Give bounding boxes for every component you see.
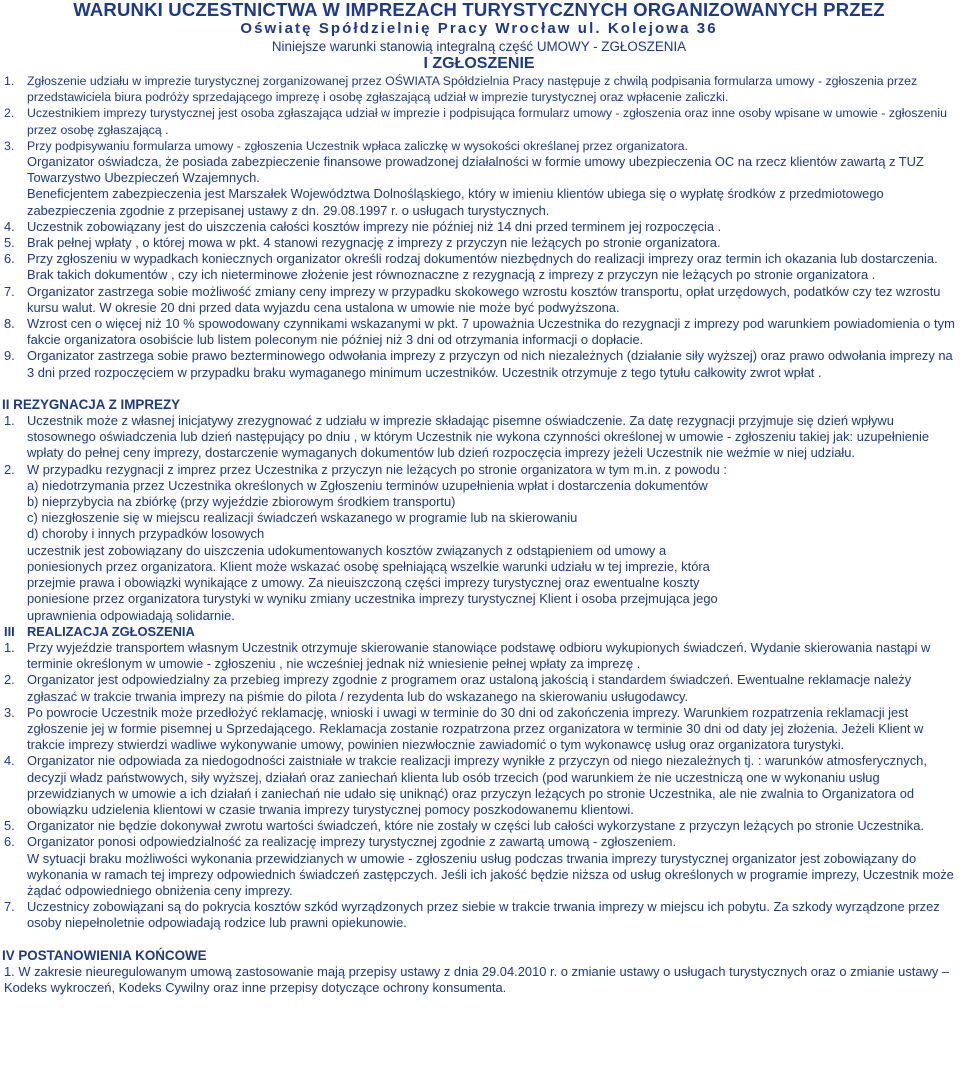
item-text: Organizator zastrzega sobie możliwość zmiany ceny imprezy w przypadku skokowego wzrostu kosztów transportu, opłat urzędowych, podatków czy tez wzrostu kursu walut. W okresie 20 dni przed data wyjazdu cena ustalona w umowie nie może być podwyższona. — [27, 283, 941, 315]
item-text: Brak pełnej wpłaty , o której mowa w pkt. 4 stanowi rezygnację z imprezy z przyczyn nie leżących po stronie organizatora. — [27, 235, 721, 251]
sub-item: a) niedotrzymania przez Uczestnika określonych w Zgłoszeniu terminów uzupełnienia wpłat i dostarczenia dokumentów — [27, 477, 708, 493]
spacer — [2, 381, 956, 397]
item-text: Uczestnik zobowiązany jest do uiszczenia całości kosztów imprezy nie później niż 14 dni przed terminem jej rozpoczęcia . — [27, 218, 722, 234]
list-item — [2, 462, 956, 478]
section-number: III — [4, 623, 15, 639]
beneficiary-paragraph: Beneficjentem zabezpieczenia jest Marszałek Województwa Dolnośląskiego, który w imieniu klientów ubiega się o wypłatę środków z przedmiotowego zabezpieczenia zgodnie z przepisanej ustawy z dn. 29.08.1997 r. o usługach turystycznych. — [27, 186, 884, 218]
final-provision-text: 1. W zakresie nieuregulowanym umową zastosowanie mają przepisy ustawy z dnia 29.04.2010 r. o zmianie ustawy o usługach turystycznych oraz o zmianie ustawy – Kodeks wykroczeń, Kodeks Cywilny oraz inne przepisy dotyczące ochrony konsumenta. — [4, 963, 950, 995]
list-item — [2, 284, 956, 316]
item-number: 1. — [4, 413, 15, 429]
section-heading-zgloszenie: I ZGŁOSZENIE — [423, 55, 535, 72]
item-text: Po powrocie Uczestnik może przedłożyć reklamację, wnioski i uwagi w terminie do 30 dni od zakończenia imprezy. Warunkiem rozpatrzenia reklamacji jest zgłoszenie jej w formie pisemnej u Sprzedającego. Reklamacja zostanie rozpatrzona przez organizatora w terminie 30 dni od daty jej złożenia. Jeżeli Klient w trakcie imprezy stwierdzi wadliwe wykonywanie umowy, powinien niezwłocznie zawiadomić o tym wykonawcę usług oraz organizatora turystyki. — [27, 704, 924, 753]
list-item — [2, 105, 956, 137]
item-text: W przypadku rezygnacji z imprez przez Uczestnika z przyczyn nie leżących po stronie organizatora w tym m.in. z powodu : — [27, 461, 727, 477]
item-text: Wzrost cen o więcej niż 10 % spowodowany czynnikami wskazanymi w pkt. 7 upoważnia Uczestnika do rezygnacji z imprezy pod warunkiem powiadomienia o tym fakcie organizatora osobiście lub listem poleconym nie później niż 3 dni od otrzymania informacji o dopłacie. — [27, 316, 955, 348]
item-text: Uczestnikiem imprezy turystycznej jest osoba zgłaszająca udział w imprezie i podpisująca formularz umowy - zgłoszenia oraz inne osoby wpisane w umowie - zgłoszeniu przez osobę zgłaszającą . — [27, 106, 947, 137]
list-item — [2, 672, 956, 704]
section-heading-realizacja — [2, 624, 956, 640]
item-number: 8. — [4, 316, 15, 332]
item-text: Organizator nie odpowiada za niedogodności zaistniałe w trakcie realizacji imprezy wynikłe z przyczyn od niego niezależnych tj. : warunków atmosferycznych, decyzji władz państwowych, siły wyższej, działań oraz zaniechań klienta lub osób trzecich (pod warunkiem że nie uczestniczą one w wykonaniu usług przewidzianych w umowie a ich działań i zaniechań nie udało się uniknąć) oraz przyczyn leżących po stronie Uczestnika, ale nie zwalnia to Organizatora od obowiązku udzielenia klientowi w czasie trwania imprezy turystycznej pomocy poszkodowanemu klientowi. — [27, 753, 927, 817]
sub-item: c) niezgłoszenie się w miejscu realizacji świadczeń wskazanego w programie lub na skierowaniu — [27, 510, 578, 526]
list-item — [2, 235, 956, 251]
item-number: 2. — [4, 672, 15, 688]
continuation-line: uprawnienia odpowiadają solidarnie. — [27, 607, 235, 623]
continuation-line: poniesione przez organizatora turystyki w wyniku zmiany uczestnika imprezy turystycznej Klient i osoba przejmująca jego — [27, 591, 718, 607]
section-1 — [2, 73, 956, 381]
list-item — [2, 834, 956, 850]
document-subtitle: Niniejsze warunki stanowią integralną część UMOWY - ZGŁOSZENIA — [271, 39, 687, 54]
item-text: Organizator zastrzega sobie prawo bezterminowego odwołania imprezy z przyczyn od nich niezależnych (działanie siły wyższej) oraz prawo odwołania imprezy na 3 dni przed rozpoczęciem w przypadku braku wymaganego minimum uczestników. Uczestnik otrzymuje z tego tytułu całkowity zwrot wpłat . — [27, 348, 953, 380]
item-number: 1. — [4, 74, 15, 88]
list-item — [2, 899, 956, 931]
list-item — [2, 316, 956, 348]
list-item — [2, 348, 956, 380]
continuation-line: poniesionych przez organizatora. Klient może wskazać osobę spełniającą wszelkie warunki udziału w tej imprezie, która — [27, 558, 710, 574]
item-text: Przy podpisywaniu formularza umowy - zgłoszenia Uczestnik wpłaca zaliczkę w wysokości określanej przez organizatora. — [27, 138, 688, 153]
list-item — [2, 73, 956, 105]
item-text: Zgłoszenie udziału w imprezie turystycznej zorganizowanej przez OŚWIATA Spółdzielnia Pracy następuje z chwilą podpisania formularza umowy - zgłoszenia przez przedstawiciela biura podróży sprzedającego imprezę i osobę zgłaszającą udział w imprezie turystycznej oraz wpłacenie zaliczki. — [27, 74, 918, 105]
section-heading-postanowienia: IV POSTANOWIENIA KOŃCOWE — [2, 947, 207, 963]
item-text: Przy wyjeździe transportem własnym Uczestnik otrzymuje skierowanie stanowiące podstawę odbioru wykupionych świadczeń. Wydanie skierowania nastąpi w terminie określonym w umowie - zgłoszeniu , nie wcześniej jednak niż wniesienie pełnej wpłaty za imprezę . — [27, 639, 931, 672]
item-text: Uczestnik może z własnej inicjatywy zrezygnować z udziału w imprezie składając pisemne oświadczenie. Za datę rezygnacji przyjmuje się dzień wpływu stosownego oświadczenia lub dzień następujący po dniu , w którym Uczestnik nie wykona czynności określonej w umowie - zgłoszeniu takiej jak: uzupełnienie wpłaty do pełnej ceny imprezy, dostarczenie wymaganych dokumentów lub dzień rozpoczęcia imprezy jeżeli Uczestnik nie weźmie w niej udziału. — [27, 413, 930, 461]
item-number: 7. — [4, 283, 15, 299]
list-item — [2, 753, 956, 818]
item-number: 3. — [4, 138, 15, 153]
item-number: 2. — [4, 461, 15, 477]
continuation-line: uczestnik jest zobowiązany do uiszczenia udokumentowanych kosztów związanych z odstąpieniem od umowy a — [27, 542, 667, 558]
list-item — [2, 818, 956, 834]
item-text: Uczestnicy zobowiązani są do pokrycia kosztów szkód wyrządzonych przez siebie w trakcie trwania imprezy w miejscu ich pobytu. Za szkody wyrządzone przez osoby niepełnoletnie odpowiadają rodzice lub prawni opiekunowie. — [27, 899, 940, 931]
list-item — [2, 138, 956, 154]
section-title: REALIZACJA ZGŁOSZENIA — [27, 623, 195, 639]
item-number: 1. — [4, 639, 15, 655]
spacer — [2, 932, 956, 948]
item-number: 9. — [4, 348, 15, 364]
list-item — [2, 640, 956, 672]
sub-item: b) nieprzybycia na zbiórkę (przy wyjeździe zbiorowym środkiem transportu) — [27, 494, 456, 510]
item-number: 4. — [4, 753, 15, 769]
item-number: 6. — [4, 834, 15, 850]
section-4 — [2, 948, 956, 997]
section-2 — [2, 397, 956, 624]
sub-item: d) choroby i innych przypadków losowych — [27, 526, 265, 542]
section-3 — [2, 624, 956, 932]
list-item — [2, 251, 956, 283]
continuation-line: przejmie prawa i obowiązki wynikające z umowy. Za nieuiszczoną części imprezy turystycznej oraz ewentualne koszty — [27, 575, 700, 591]
item-text: Organizator nie będzie dokonywał zwrotu wartości świadczeń, które nie zostały w części lub całości wykorzystane z przyczyn leżących po stronie Uczestnika. — [27, 818, 924, 834]
item-text: Organizator jest odpowiedzialny za przebieg imprezy zgodnie z programem oraz ustaloną jakością i standardem świadczeń. Ewentualne reklamacje należy zgłaszać w trakcie trwania imprezy na piśmie do pilota / rezydenta lub do wskazanego na skierowaniu usługodawcy. — [27, 672, 912, 704]
list-item — [2, 705, 956, 754]
item-number: 4. — [4, 218, 15, 234]
organizer-name: Oświatę Spółdzielnię Pracy Wrocław ul. Kolejowa 36 — [240, 20, 718, 37]
item-number: 5. — [4, 818, 15, 834]
section-heading-rezygnacja: II REZYGNACJA Z IMPREZY — [2, 396, 181, 412]
item-number: 3. — [4, 704, 15, 720]
list-item — [2, 219, 956, 235]
item-number: 6. — [4, 251, 15, 267]
item-text: Przy zgłoszeniu w wypadkach koniecznych organizator określi rodzaj dokumentów niezbędnych do realizacji imprezy oraz termin ich okazania lub dostarczenia. Brak takich dokumentów , czy ich nieterminowe złożenie jest równoznaczne z rezygnacją z imprezy z przyczyn nie leżących po stronie organizatora . — [27, 251, 938, 283]
insurance-paragraph: Organizator oświadcza, że posiada zabezpieczenie finansowe prowadzonej działalności w formie umowy ubezpieczenia OC na rzecz klientów zawartą z TUZ Towarzystwo Ubezpieczeń Wzajemnych. — [27, 154, 924, 186]
list-item — [2, 413, 956, 462]
item-continuation: W sytuacji braku możliwości wykonania przewidzianych w umowie - zgłoszeniu usług podczas trwania imprezy turystycznej organizator jest zobowiązany do wykonania w ramach tej imprezy odpowiednich świadczeń zastępczych. Jeśli ich jakość będzie niższa od usług określonych w programie imprezy, Uczestnik może żądać odpowiedniego obniżenia ceny imprezy. — [27, 850, 954, 898]
item-number: 7. — [4, 899, 15, 915]
item-text: Organizator ponosi odpowiedzialność za realizację imprezy turystycznej zgodnie z zawartą umową - zgłoszeniem. — [27, 834, 677, 850]
item-number: 5. — [4, 235, 15, 251]
item-number: 2. — [4, 106, 15, 121]
document-title: WARUNKI UCZESTNICTWA W IMPREZACH TURYSTYCZNYCH ORGANIZOWANYCH PRZEZ — [73, 0, 885, 20]
